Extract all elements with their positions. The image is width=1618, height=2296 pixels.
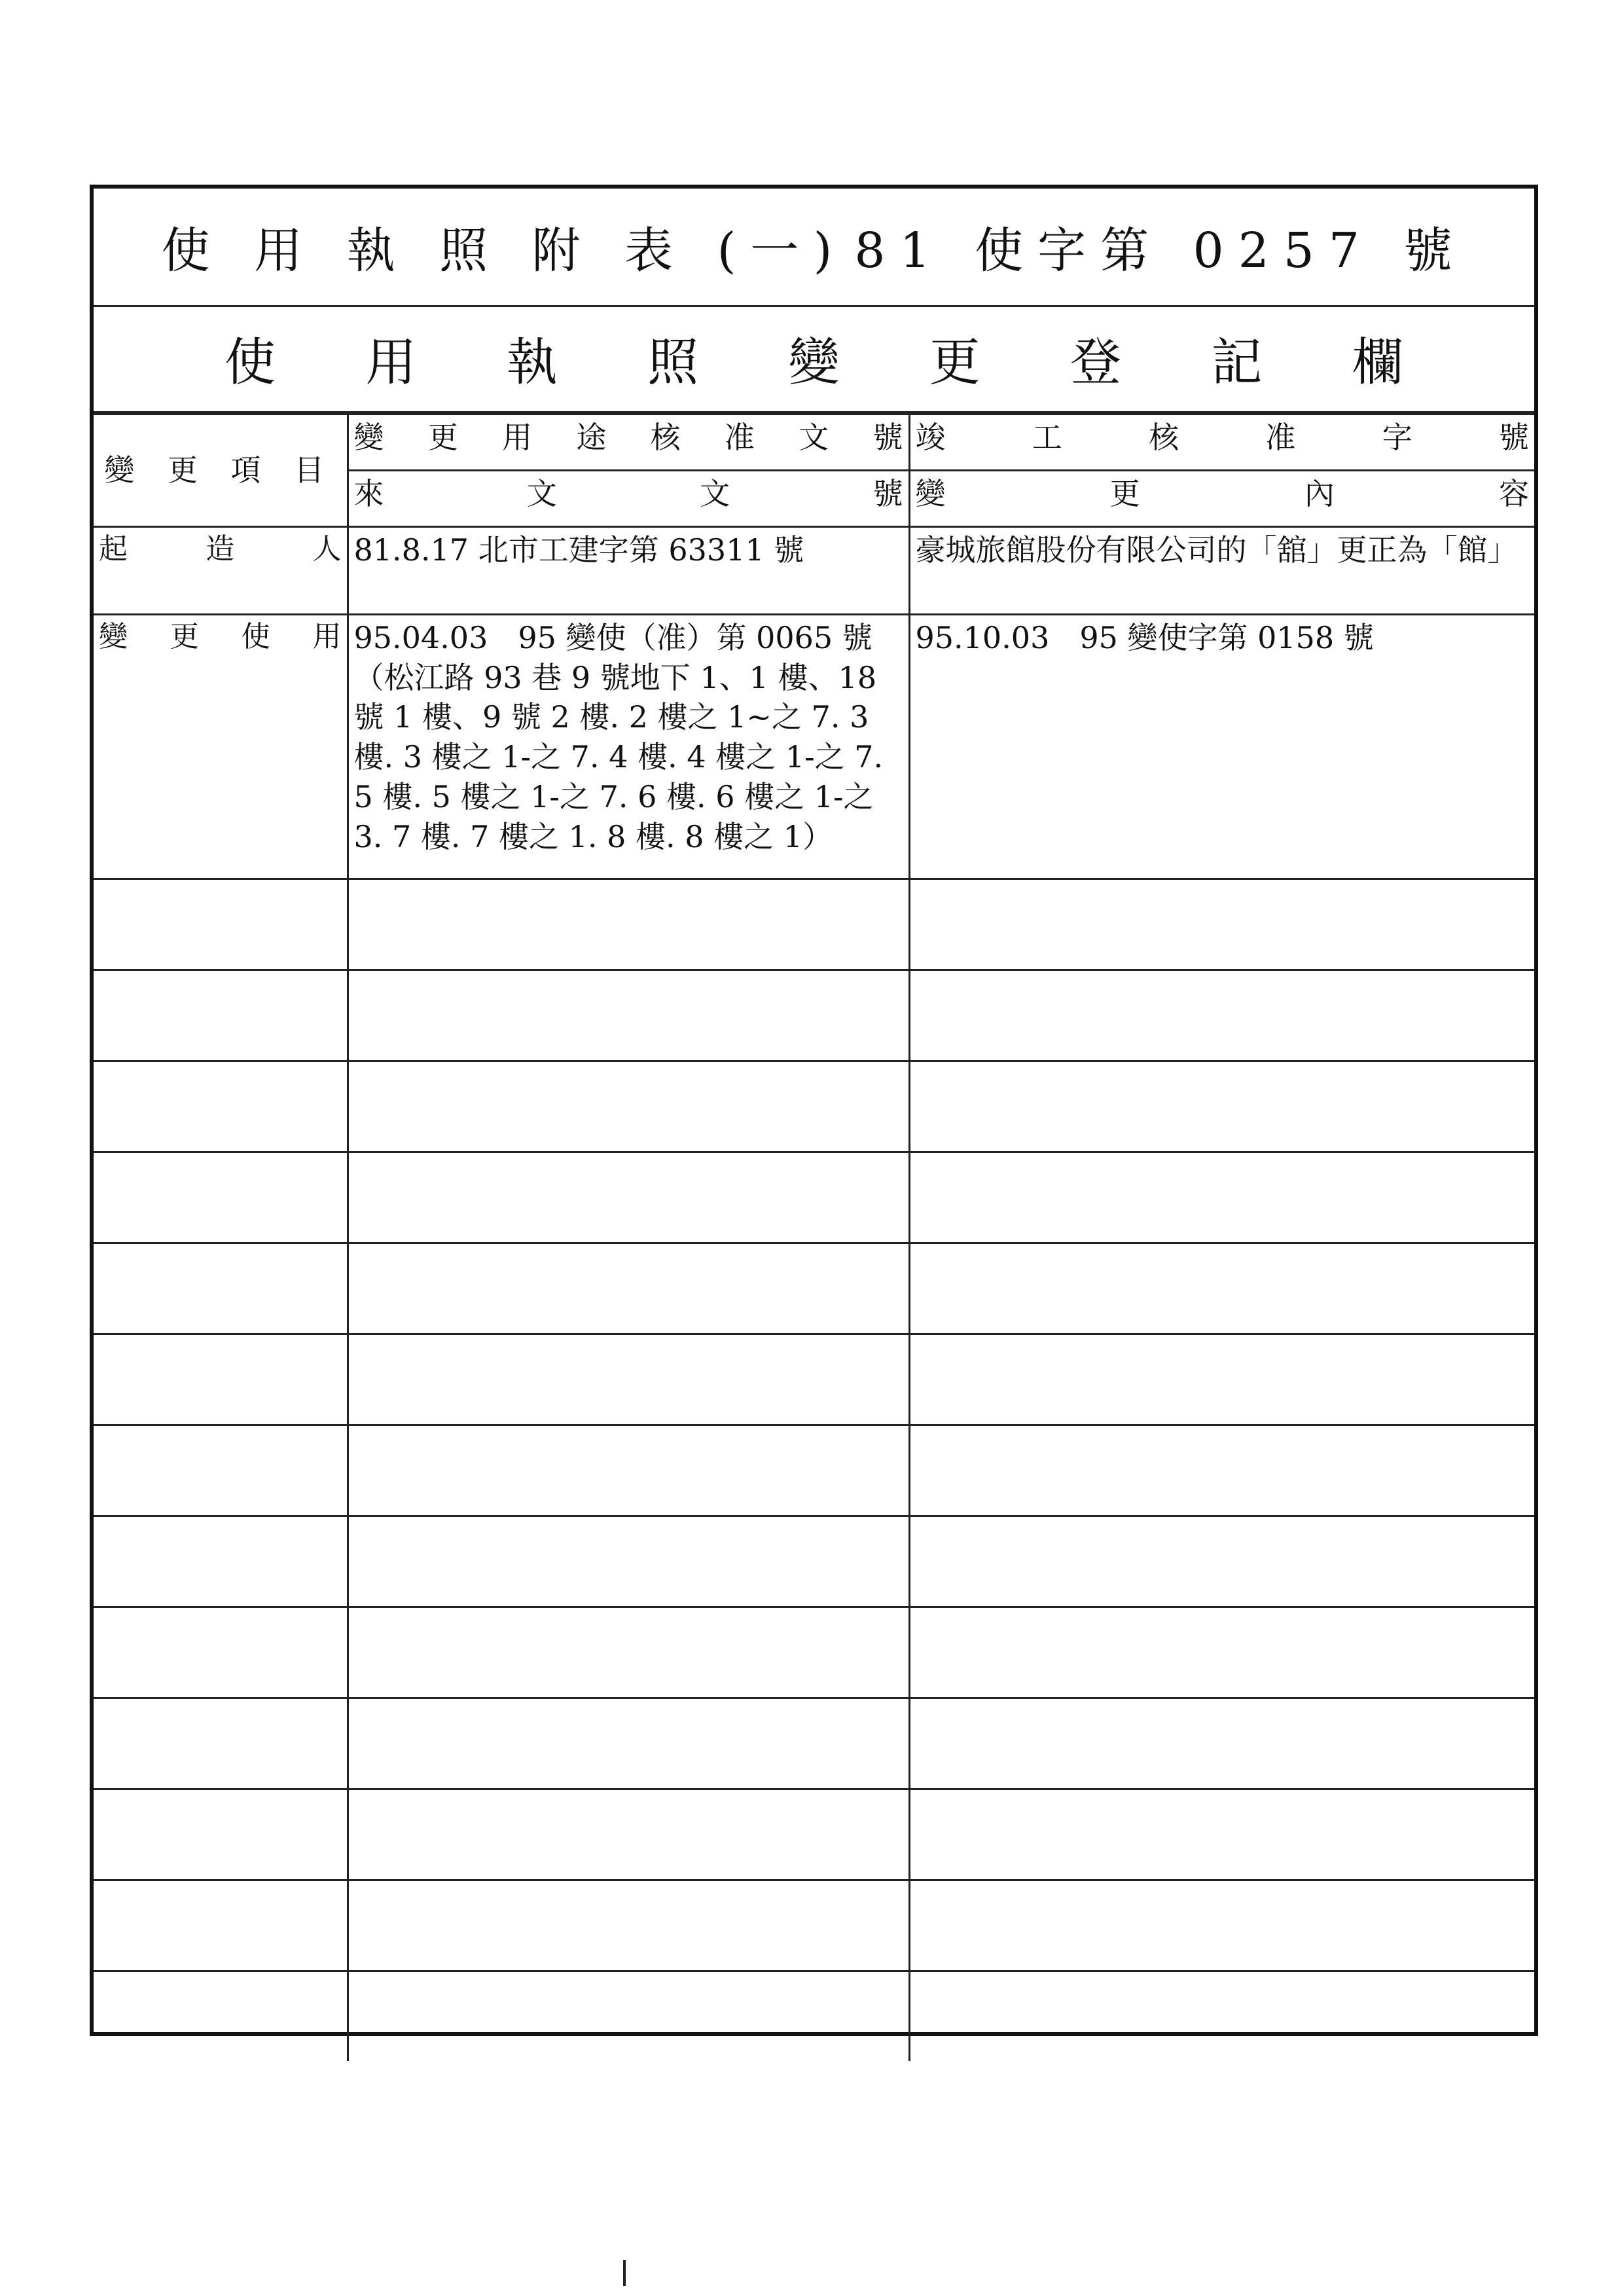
change-registry-table <box>94 413 1534 2061</box>
subtitle-char: 更 <box>929 333 980 392</box>
table-row <box>94 527 1534 615</box>
table-row <box>94 615 1534 879</box>
header-incoming-doc-no: 來 文 文 號 <box>348 471 909 527</box>
subtitle-char: 執 <box>506 333 558 392</box>
table-row <box>94 1243 1534 1334</box>
document-title <box>94 189 1534 307</box>
table-row <box>94 1061 1534 1152</box>
subtitle-char: 照 <box>647 333 699 392</box>
row-doc-no: 81.8.17 北市工建字第 63311 號 <box>348 527 909 615</box>
header-change-item: 變 更 項 目 <box>94 414 348 527</box>
table-row <box>94 1971 1534 2062</box>
subtitle-char: 使 <box>225 333 276 392</box>
header-change-content: 變 更 內 容 <box>909 471 1534 527</box>
table-row <box>94 970 1534 1061</box>
table-row <box>94 1698 1534 1789</box>
row-doc-no: 95.04.03 95 變使（准）第 0065 號（松江路 93 巷 9 號地下 1、1 樓、18 號 1 樓、9 號 2 樓. 2 樓之 1~之 7. 3 樓. 3 樓之 1-之 7. 4 樓. 4 樓之 1-之 7. 5 樓. 5 樓之 1-之 7. 6 樓. 6 樓之 1-之 3. 7 樓. 7 樓之 1. 8 樓. 8 樓之 1） <box>348 615 909 879</box>
table-row <box>94 1880 1534 1971</box>
row-content: 95.10.03 95 變使字第 0158 號 <box>909 615 1534 879</box>
subtitle-char: 變 <box>788 333 840 392</box>
title-prefix: 使 用 執 照 附 表 (一) <box>161 223 847 279</box>
table-row <box>94 879 1534 970</box>
table-row <box>94 1152 1534 1243</box>
license-appendix-sheet <box>90 185 1538 2036</box>
table-row <box>94 1789 1534 1880</box>
section-subtitle <box>94 305 1534 413</box>
table-row <box>94 1607 1534 1698</box>
subtitle-char: 欄 <box>1352 333 1403 392</box>
table-row <box>94 1516 1534 1607</box>
row-label: 變 更 使 用 <box>94 615 348 879</box>
subtitle-char: 用 <box>365 333 417 392</box>
subtitle-char: 登 <box>1070 333 1122 392</box>
header-approval-doc-no: 變 更 用 途 核 准 文 號 <box>348 414 909 471</box>
license-number: 81 使字第 0257 號 <box>854 223 1467 279</box>
row-content: 豪城旅館股份有限公司的「舘」更正為「館」 <box>909 527 1534 615</box>
header-completion-approval-no: 竣 工 核 准 字 號 <box>909 414 1534 471</box>
row-label: 起 造 人 <box>94 527 348 615</box>
subtitle-char: 記 <box>1211 333 1263 392</box>
page-mark <box>623 2260 626 2286</box>
table-row <box>94 1425 1534 1516</box>
table-row <box>94 1334 1534 1425</box>
